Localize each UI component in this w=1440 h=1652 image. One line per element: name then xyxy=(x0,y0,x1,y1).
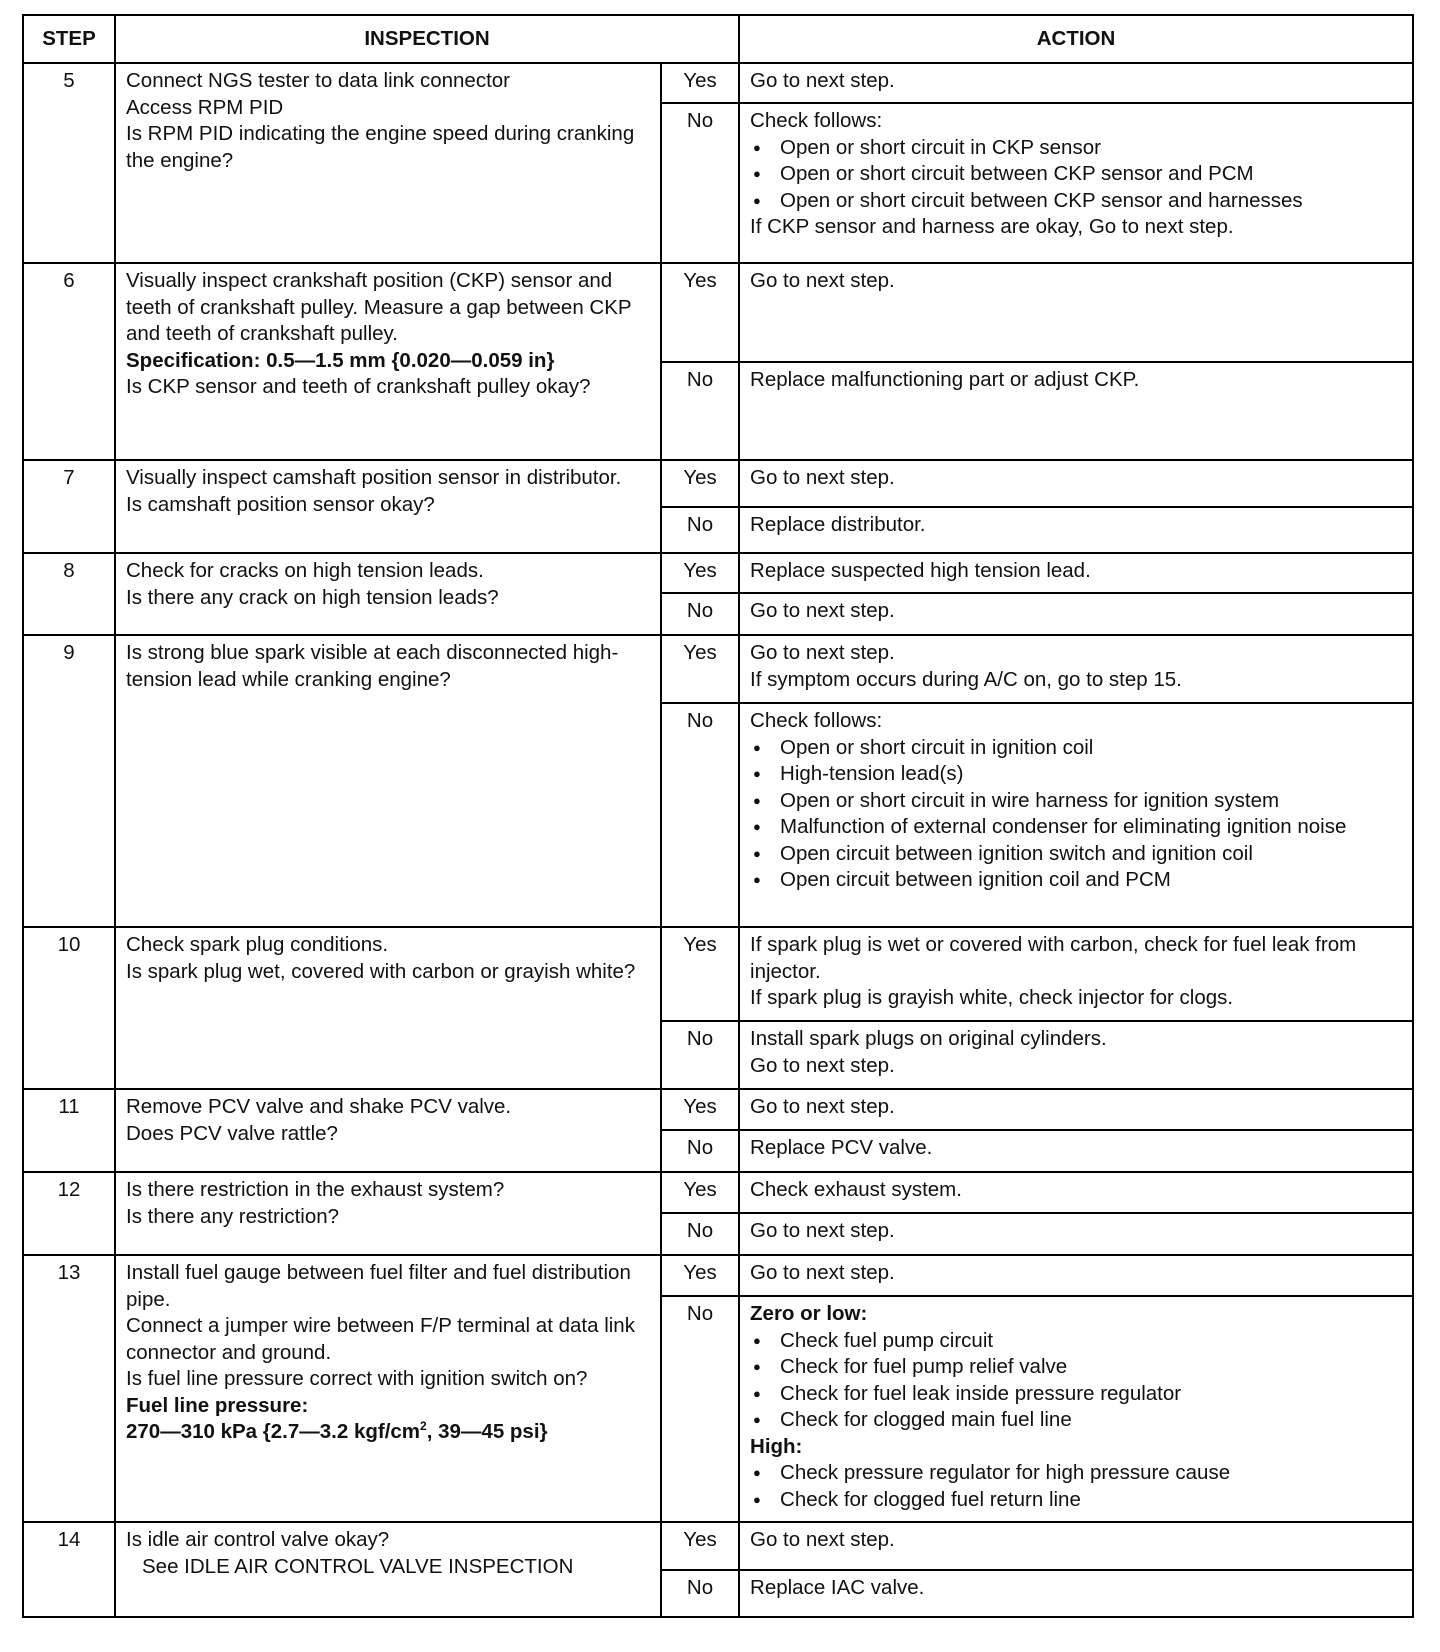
diagnostic-table xyxy=(22,14,1414,1618)
no-label: No xyxy=(661,362,739,460)
action-text: Go to next step. xyxy=(750,466,895,489)
no-action-cell xyxy=(739,593,1413,635)
spec-superscript: 2 xyxy=(420,1419,427,1434)
inspection-text: Visually inspect crankshaft position (CKP) sensor and teeth of crankshaft pulley. Measure a gap between CKP and teeth of crankshaft pulley. xyxy=(126,269,632,345)
list-item: ● Open or short circuit between CKP sensor and harnesses xyxy=(750,188,1402,215)
table-row xyxy=(23,927,1413,1021)
list-item: ● Malfunction of external condenser for eliminating ignition noise xyxy=(750,814,1402,841)
action-text: Install spark plugs on original cylinders. xyxy=(750,1027,1107,1050)
group-title: Zero or low: xyxy=(750,1302,868,1325)
action-text: Replace suspected high tension lead. xyxy=(750,559,1091,582)
action-text: Go to next step. xyxy=(750,641,895,664)
list-item: ● High-tension lead(s) xyxy=(750,761,1402,788)
check-list xyxy=(750,135,1402,215)
table-row xyxy=(23,1522,1413,1570)
inspection-text: Is fuel line pressure correct with ignition switch on? xyxy=(126,1367,588,1390)
step-number: 11 xyxy=(23,1089,115,1172)
action-text: If symptom occurs during A/C on, go to step 15. xyxy=(750,667,1182,691)
yes-label: Yes xyxy=(661,1255,739,1296)
inspection-text: Install fuel gauge between fuel filter and fuel distribution pipe. xyxy=(126,1261,631,1311)
inspection-text: Check for cracks on high tension leads. xyxy=(126,559,484,582)
inspection-spec xyxy=(126,1419,650,1446)
inspection-text: Does PCV valve rattle? xyxy=(126,1121,338,1145)
inspection-text: Remove PCV valve and shake PCV valve. xyxy=(126,1095,512,1118)
spec-part-a: 270—310 kPa {2.7—3.2 kgf/cm xyxy=(126,1420,421,1443)
step-number: 10 xyxy=(23,927,115,1089)
no-label: No xyxy=(661,1570,739,1617)
action-text: Check exhaust system. xyxy=(750,1178,962,1201)
action-text: Replace IAC valve. xyxy=(750,1576,925,1599)
inspection-cell xyxy=(115,927,661,1089)
table-row xyxy=(23,553,1413,593)
action-text: Go to next step. xyxy=(750,1053,895,1077)
list-item: ● Check fuel pump circuit xyxy=(750,1328,1402,1355)
yes-label: Yes xyxy=(661,63,739,103)
action-text: Check follows: xyxy=(750,709,883,732)
action-text: Replace PCV valve. xyxy=(750,1136,933,1159)
inspection-cell xyxy=(115,460,661,553)
inspection-text: Is spark plug wet, covered with carbon or grayish white? xyxy=(126,959,636,983)
no-label: No xyxy=(661,1021,739,1089)
action-text: Replace distributor. xyxy=(750,513,926,536)
yes-action-cell xyxy=(739,1172,1413,1213)
list-item: ● Check for clogged fuel return line xyxy=(750,1487,1402,1514)
step-number: 8 xyxy=(23,553,115,635)
step-number: 13 xyxy=(23,1255,115,1522)
list-item: ● Open or short circuit in ignition coil xyxy=(750,735,1402,762)
step-number: 12 xyxy=(23,1172,115,1255)
inspection-cell xyxy=(115,63,661,263)
check-list xyxy=(750,1328,1402,1434)
yes-label: Yes xyxy=(661,927,739,1021)
action-text: Go to next step. xyxy=(750,269,895,292)
table-row xyxy=(23,263,1413,362)
yes-label: Yes xyxy=(661,635,739,703)
inspection-reference: See IDLE AIR CONTROL VALVE INSPECTION xyxy=(142,1554,574,1578)
inspection-cell xyxy=(115,1255,661,1522)
yes-label: Yes xyxy=(661,1089,739,1130)
list-item: ● Open circuit between ignition coil and PCM xyxy=(750,867,1402,894)
inspection-text: Is CKP sensor and teeth of crankshaft pulley okay? xyxy=(126,375,591,398)
step-number: 5 xyxy=(23,63,115,263)
action-text: Replace malfunctioning part or adjust CKP. xyxy=(750,368,1140,391)
yes-action-cell xyxy=(739,635,1413,703)
yes-action-cell xyxy=(739,63,1413,103)
inspection-cell xyxy=(115,263,661,460)
inspection-text: Access RPM PID xyxy=(126,95,284,119)
inspection-spec: Specification: 0.5—1.5 mm {0.020—0.059 in} xyxy=(126,348,555,372)
inspection-spec-title: Fuel line pressure: xyxy=(126,1393,309,1417)
no-label: No xyxy=(661,1130,739,1172)
yes-action-cell xyxy=(739,1089,1413,1130)
yes-label: Yes xyxy=(661,553,739,593)
list-item: ● Check pressure regulator for high pressure cause xyxy=(750,1460,1402,1487)
yes-action-cell xyxy=(739,927,1413,1021)
check-list xyxy=(750,1460,1402,1513)
inspection-text: Connect a jumper wire between F/P terminal at data link connector and ground. xyxy=(126,1314,635,1364)
table-row xyxy=(23,635,1413,703)
inspection-text: Visually inspect camshaft position sensor in distributor. xyxy=(126,466,622,489)
inspection-text: Check spark plug conditions. xyxy=(126,933,389,956)
action-text: Go to next step. xyxy=(750,69,895,92)
step-number: 6 xyxy=(23,263,115,460)
list-item: ● Open or short circuit in CKP sensor xyxy=(750,135,1402,162)
yes-action-cell xyxy=(739,263,1413,362)
no-action-cell xyxy=(739,1296,1413,1522)
inspection-cell xyxy=(115,1522,661,1617)
action-text: If CKP sensor and harness are okay, Go to next step. xyxy=(750,215,1234,238)
no-label: No xyxy=(661,1213,739,1255)
step-number: 7 xyxy=(23,460,115,553)
no-label: No xyxy=(661,1296,739,1522)
no-action-cell xyxy=(739,1213,1413,1255)
inspection-cell xyxy=(115,635,661,927)
list-item: ● Check for fuel leak inside pressure regulator xyxy=(750,1381,1402,1408)
yes-action-cell xyxy=(739,1255,1413,1296)
no-label: No xyxy=(661,103,739,263)
no-action-cell xyxy=(739,1130,1413,1172)
inspection-text: Is camshaft position sensor okay? xyxy=(126,492,435,516)
table-row xyxy=(23,1172,1413,1213)
yes-label: Yes xyxy=(661,1172,739,1213)
list-item: ● Open circuit between ignition switch and ignition coil xyxy=(750,841,1402,868)
step-number: 14 xyxy=(23,1522,115,1617)
table-row xyxy=(23,1255,1413,1296)
yes-action-cell xyxy=(739,460,1413,507)
spec-part-b: , 39—45 psi} xyxy=(426,1420,548,1443)
yes-label: Yes xyxy=(661,1522,739,1570)
no-label: No xyxy=(661,507,739,553)
inspection-text: Is idle air control valve okay? xyxy=(126,1528,390,1551)
inspection-text: Connect NGS tester to data link connector xyxy=(126,69,511,92)
yes-action-cell xyxy=(739,1522,1413,1570)
inspection-cell xyxy=(115,1089,661,1172)
action-text: Go to next step. xyxy=(750,1528,895,1551)
table-body xyxy=(23,63,1413,1617)
no-action-cell xyxy=(739,1570,1413,1617)
action-text: Go to next step. xyxy=(750,1095,895,1118)
action-text: Go to next step. xyxy=(750,1219,895,1242)
step-number: 9 xyxy=(23,635,115,927)
inspection-cell xyxy=(115,553,661,635)
list-item: ● Check for fuel pump relief valve xyxy=(750,1354,1402,1381)
yes-label: Yes xyxy=(661,460,739,507)
header-step: STEP xyxy=(23,15,115,63)
header-action: ACTION xyxy=(739,15,1413,63)
no-action-cell xyxy=(739,703,1413,927)
no-action-cell xyxy=(739,362,1413,460)
no-label: No xyxy=(661,593,739,635)
list-item: ● Check for clogged main fuel line xyxy=(750,1407,1402,1434)
table-header-row xyxy=(23,15,1413,63)
action-text: Check follows: xyxy=(750,109,883,132)
check-list xyxy=(750,735,1402,894)
inspection-cell xyxy=(115,1172,661,1255)
diagnostic-table-sheet xyxy=(22,14,1412,1618)
action-text: If spark plug is grayish white, check injector for clogs. xyxy=(750,986,1234,1009)
no-action-cell xyxy=(739,507,1413,553)
list-item: ● Open or short circuit between CKP sensor and PCM xyxy=(750,161,1402,188)
no-action-cell xyxy=(739,103,1413,263)
header-inspection: INSPECTION xyxy=(115,15,739,63)
inspection-text: Is strong blue spark visible at each disconnected high-tension lead while cranking engine? xyxy=(126,641,619,691)
table-row xyxy=(23,1089,1413,1130)
list-item: ● Open or short circuit in wire harness for ignition system xyxy=(750,788,1402,815)
group-title: High: xyxy=(750,1434,803,1458)
yes-action-cell xyxy=(739,553,1413,593)
yes-label: Yes xyxy=(661,263,739,362)
inspection-text: Is there any restriction? xyxy=(126,1204,340,1228)
inspection-text: Is there restriction in the exhaust system? xyxy=(126,1178,505,1201)
no-action-cell xyxy=(739,1021,1413,1089)
no-label: No xyxy=(661,703,739,927)
action-text: Go to next step. xyxy=(750,599,895,622)
inspection-text: Is there any crack on high tension leads? xyxy=(126,585,499,609)
action-text: If spark plug is wet or covered with carbon, check for fuel leak from injector. xyxy=(750,933,1357,983)
table-row xyxy=(23,460,1413,507)
action-text: Go to next step. xyxy=(750,1261,895,1284)
inspection-text: Is RPM PID indicating the engine speed during cranking the engine? xyxy=(126,122,635,172)
table-row xyxy=(23,63,1413,103)
